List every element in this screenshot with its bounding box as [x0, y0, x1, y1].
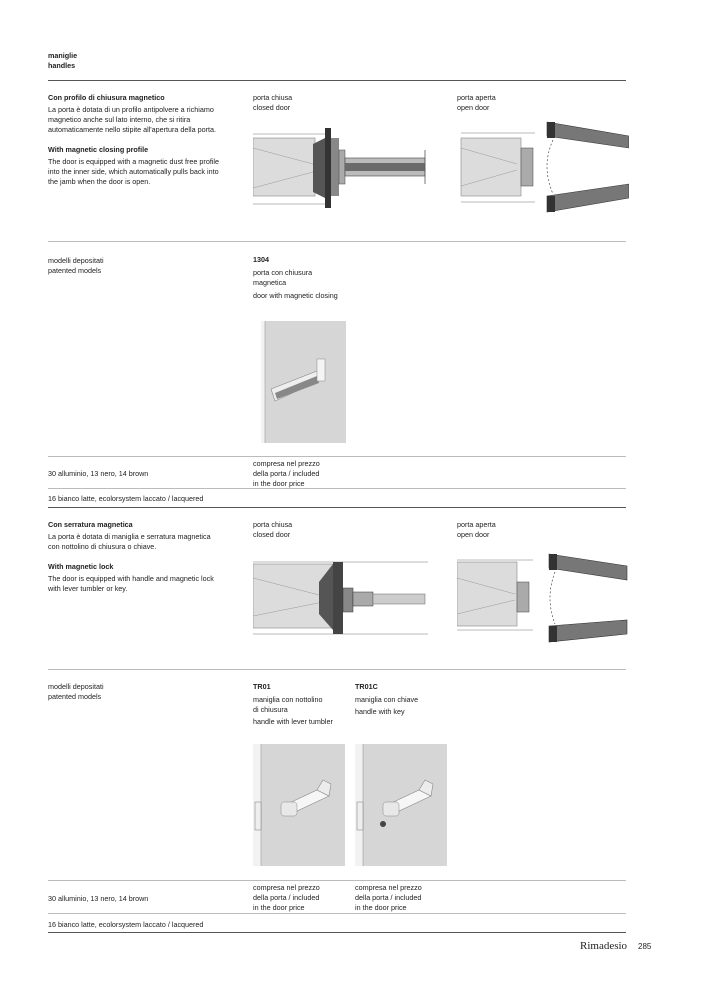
- models2-item1-name-it: maniglia con nottolino di chiusura: [253, 695, 323, 714]
- section1-text-en: The door is equipped with a magnetic dust free profile into the inner side, which automatically pulls back into the jamb when the door is open.: [48, 157, 220, 186]
- models2-item2-code: TR01C: [355, 682, 378, 691]
- header-title-en: handles: [48, 61, 76, 70]
- divider: [48, 913, 626, 914]
- models1-finish-row2: 16 bianco latte, ecolorsystem laccato / lacquered: [48, 494, 204, 503]
- models2-item2-name-it: maniglia con chiave: [355, 695, 419, 704]
- header-title-it: maniglie: [48, 51, 78, 60]
- lever-tumbler-handle-icon: [253, 744, 345, 866]
- section1-text-it: La porta è dotata di un profilo antipolvere a richiamo magnetico anche sul lato interno, che si ritira automaticamente nello stipite all'apertura della porta.: [48, 105, 216, 134]
- product-photo-1304: [261, 321, 346, 443]
- models1-finish-row1: 30 alluminio, 13 nero, 14 brown: [48, 469, 149, 478]
- models1-label: modelli depositati patented models: [48, 256, 104, 275]
- models1-name-en: door with magnetic closing: [253, 291, 338, 300]
- open-door-diagram: [457, 118, 629, 216]
- models2-item1-price: compresa nel prezzo della porta / included in the door price: [253, 883, 320, 912]
- closed-door-diagram: [253, 120, 428, 212]
- closed-door-lock-diagram: [253, 552, 428, 644]
- divider: [48, 932, 626, 933]
- models2-finish-row1: 30 alluminio, 13 nero, 14 brown: [48, 894, 149, 903]
- models2-item1-name-en: handle with lever tumbler: [253, 717, 333, 726]
- open-door-lock-diagram: [457, 552, 629, 650]
- section2-closed-label: porta chiusa closed door: [253, 520, 293, 539]
- section1-title-en: With magnetic closing profile: [48, 145, 149, 154]
- models2-finish-row2: 16 bianco latte, ecolorsystem laccato / lacquered: [48, 920, 204, 929]
- divider: [48, 880, 626, 881]
- product-photo-tr01: [253, 744, 345, 866]
- section2-text-it: La porta è dotata di maniglia e serratura magnetica con nottolino di chiusura o chiave.: [48, 532, 211, 551]
- models1-code: 1304: [253, 255, 269, 264]
- section1-open-label: porta aperta open door: [457, 93, 496, 112]
- divider: [48, 507, 626, 508]
- section1-title-it: Con profilo di chiusura magnetico: [48, 93, 165, 102]
- models1-price: compresa nel prezzo della porta / included in the door price: [253, 459, 320, 488]
- divider: [48, 241, 626, 242]
- section2-text-en: The door is equipped with handle and magnetic lock with lever tumbler or key.: [48, 574, 214, 593]
- section2-title-en: With magnetic lock: [48, 562, 114, 571]
- models2-item1-code: TR01: [253, 682, 271, 691]
- section2-open-label: porta aperta open door: [457, 520, 496, 539]
- models2-label: modelli depositati patented models: [48, 682, 104, 701]
- brand-name: Rimadesio: [580, 940, 628, 952]
- divider: [48, 80, 626, 81]
- divider: [48, 669, 626, 670]
- magnetic-profile-icon: [261, 321, 346, 443]
- page-number: 285: [638, 942, 652, 951]
- section2-title-it: Con serratura magnetica: [48, 520, 133, 529]
- models2-item2-price: compresa nel prezzo della porta / included in the door price: [355, 883, 422, 912]
- models1-name-it: porta con chiusura magnetica: [253, 268, 313, 287]
- divider: [48, 488, 626, 489]
- product-photo-tr01c: [355, 744, 447, 866]
- key-handle-icon: [355, 744, 447, 866]
- models2-item2-name-en: handle with key: [355, 707, 405, 716]
- divider: [48, 456, 626, 457]
- section1-closed-label: porta chiusa closed door: [253, 93, 293, 112]
